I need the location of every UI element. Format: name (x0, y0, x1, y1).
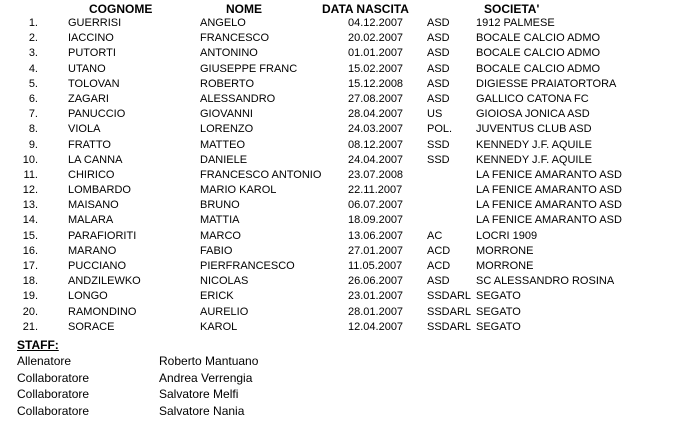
player-club: DIGIESSE PRAIATORTORA (476, 77, 617, 90)
players-table (0, 16, 696, 335)
player-number: 7. (28, 108, 38, 121)
player-surname: GUERRISI (68, 17, 122, 29)
player-birthdate: 20.02.2007 (348, 32, 404, 45)
player-club-type: ASD (427, 275, 450, 288)
player-name: LORENZO (200, 123, 254, 136)
player-club-type: POL. (427, 123, 453, 136)
player-birthdate: 11.05.2007 (348, 260, 403, 272)
player-club-type: ASD (427, 32, 450, 45)
player-birthdate: 12.04.2007 (348, 320, 404, 333)
player-number: 18. (22, 275, 38, 288)
player-number: 4. (28, 62, 38, 75)
table-row (0, 168, 696, 183)
player-name: MARIO KAROL (200, 184, 277, 197)
player-number: 5. (28, 77, 38, 90)
player-club: JUVENTUS CLUB ASD (476, 123, 592, 136)
player-club-type: AC (427, 229, 443, 242)
player-surname: PANUCCIO (68, 108, 126, 121)
player-surname: LOMBARDO (68, 184, 131, 197)
player-name: FRANCESCO ANTONIO (200, 168, 322, 181)
player-surname: PUTORTI (68, 47, 116, 60)
staff-role: Collaboratore (17, 370, 90, 385)
player-surname: MALARA (68, 214, 114, 227)
player-club-type: SSDARL (427, 290, 472, 303)
player-club: BOCALE CALCIO ADMO (476, 47, 601, 60)
player-surname: ZAGARI (68, 92, 109, 105)
table-row (0, 274, 696, 289)
player-number: 13. (22, 199, 38, 212)
player-birthdate: 23.07.2008 (348, 168, 404, 181)
player-club: SEGATO (476, 305, 521, 318)
table-row (0, 198, 696, 213)
player-club: 1912 PALMESE (476, 17, 555, 29)
table-row (0, 62, 696, 77)
player-name: ROBERTO (200, 77, 254, 90)
table-row (0, 122, 696, 137)
player-number: 3. (28, 47, 38, 60)
player-club-type: SSD (427, 153, 450, 166)
player-birthdate: 04.12.2007 (348, 17, 404, 29)
player-name: ANTONINO (200, 47, 258, 60)
player-club: LA FENICE AMARANTO ASD (476, 199, 622, 212)
player-club: KENNEDY J.F. AQUILE (476, 153, 592, 166)
player-name: PIERFRANCESCO (200, 260, 295, 272)
player-surname: UTANO (68, 62, 106, 75)
player-club: LA FENICE AMARANTO ASD (476, 214, 622, 227)
staff-name: Andrea Verrengia (159, 370, 253, 385)
player-surname: FRATTO (68, 138, 111, 151)
player-surname: MARANO (68, 244, 117, 257)
player-club: MORRONE (476, 244, 534, 257)
player-club: KENNEDY J.F. AQUILE (476, 138, 592, 151)
player-surname: ANDZILEWKO (68, 275, 141, 288)
player-name: AURELIO (200, 305, 249, 318)
player-number: 6. (28, 92, 38, 105)
player-club: LA FENICE AMARANTO ASD (476, 184, 622, 197)
player-club-type: US (427, 108, 443, 121)
staff-role: Collaboratore (17, 387, 90, 401)
player-birthdate: 27.01.2007 (348, 244, 404, 257)
table-row (0, 31, 696, 46)
player-number: 16. (22, 244, 38, 257)
staff-row (0, 370, 696, 387)
player-birthdate: 13.06.2007 (348, 229, 404, 242)
header-data-nascita: DATA NASCITA (322, 2, 409, 16)
player-birthdate: 28.04.2007 (348, 108, 404, 121)
player-club: LA FENICE AMARANTO ASD (476, 168, 622, 181)
player-number: 14. (22, 214, 38, 227)
table-row (0, 77, 696, 92)
player-surname: PARAFIORITI (68, 229, 137, 242)
player-number: 21. (22, 320, 38, 333)
player-club-type: ACD (427, 244, 451, 257)
player-number: 1. (28, 17, 38, 29)
player-surname: MAISANO (68, 199, 119, 212)
player-club-type: ACD (427, 260, 451, 272)
staff-name: Roberto Mantuano (159, 354, 259, 368)
player-name: ALESSANDRO (200, 92, 276, 105)
staff-row (0, 403, 696, 420)
player-name: BRUNO (200, 199, 240, 212)
staff-role: Collaboratore (17, 403, 90, 418)
player-birthdate: 15.12.2008 (348, 77, 404, 90)
player-club: SEGATO (476, 320, 521, 333)
player-name: FRANCESCO (200, 32, 270, 45)
player-name: FABIO (200, 244, 233, 257)
player-surname: LONGO (68, 290, 108, 303)
player-name: GIOVANNI (200, 108, 253, 121)
player-surname: IACCINO (68, 32, 114, 45)
player-club-type: SSDARL (427, 320, 472, 333)
table-row (0, 92, 696, 107)
table-row (0, 305, 696, 320)
player-number: 12. (22, 184, 38, 197)
player-surname: CHIRICO (68, 168, 115, 181)
player-number: 10. (22, 153, 38, 166)
player-club-type: ASD (427, 47, 450, 60)
staff-role: Allenatore (17, 354, 72, 368)
table-row (0, 320, 696, 335)
staff-name: Salvatore Nania (159, 403, 245, 418)
player-number: 17. (22, 260, 38, 272)
table-row (0, 107, 696, 122)
player-name: ANGELO (200, 17, 246, 29)
staff-name: Salvatore Melfi (159, 387, 239, 401)
table-row (0, 153, 696, 168)
table-row (0, 183, 696, 198)
player-birthdate: 06.07.2007 (348, 199, 404, 212)
player-number: 15. (22, 229, 38, 242)
player-club-type: ASD (427, 77, 450, 90)
staff-title: STAFF: (17, 338, 59, 352)
player-birthdate: 24.04.2007 (348, 153, 404, 166)
player-name: GIUSEPPE FRANC (200, 62, 298, 75)
player-surname: LA CANNA (68, 153, 123, 166)
table-row (0, 259, 696, 274)
player-birthdate: 26.06.2007 (348, 275, 404, 288)
header-societa: SOCIETA' (484, 2, 540, 16)
player-birthdate: 08.12.2007 (348, 138, 404, 151)
table-row (0, 16, 696, 31)
table-row (0, 229, 696, 244)
player-name: MARCO (200, 229, 241, 242)
player-name: KAROL (200, 320, 238, 333)
player-surname: VIOLA (68, 123, 101, 136)
player-surname: SORACE (68, 320, 115, 333)
player-club-type: SSDARL (427, 305, 472, 318)
player-club-type: ASD (427, 17, 450, 29)
player-club: GIOIOSA JONICA ASD (476, 108, 590, 121)
player-number: 11. (23, 168, 38, 181)
player-club: GALLICO CATONA FC (476, 92, 589, 105)
header-nome: NOME (226, 2, 262, 16)
player-number: 8. (28, 123, 38, 136)
player-number: 20. (22, 305, 38, 318)
staff-row (0, 386, 696, 403)
player-club: SEGATO (476, 290, 521, 303)
player-name: MATTEO (200, 138, 246, 151)
player-surname: TOLOVAN (68, 77, 120, 90)
player-birthdate: 28.01.2007 (348, 305, 404, 318)
player-club: BOCALE CALCIO ADMO (476, 32, 601, 45)
player-club: MORRONE (476, 260, 534, 272)
player-surname: PUCCIANO (68, 260, 127, 272)
player-birthdate: 18.09.2007 (348, 214, 404, 227)
player-birthdate: 01.01.2007 (348, 47, 404, 60)
player-surname: RAMONDINO (68, 305, 137, 318)
player-number: 19. (22, 290, 38, 303)
table-row (0, 138, 696, 153)
player-club: LOCRI 1909 (476, 229, 538, 242)
player-birthdate: 22.11.2007 (348, 184, 403, 197)
player-name: ERICK (200, 290, 234, 303)
player-birthdate: 23.01.2007 (348, 290, 404, 303)
table-row (0, 46, 696, 61)
player-club-type: SSD (427, 138, 450, 151)
player-birthdate: 15.02.2007 (348, 62, 404, 75)
staff-list (0, 353, 696, 419)
player-birthdate: 24.03.2007 (348, 123, 404, 136)
staff-row (0, 353, 696, 370)
player-birthdate: 27.08.2007 (348, 92, 404, 105)
header-cognome: COGNOME (89, 2, 153, 16)
table-row (0, 213, 696, 228)
table-row (0, 289, 696, 304)
table-row (0, 244, 696, 259)
player-club-type: ASD (427, 62, 450, 75)
player-name: NICOLAS (200, 275, 249, 288)
player-number: 2. (28, 32, 38, 45)
player-club: SC ALESSANDRO ROSINA (476, 275, 615, 288)
player-number: 9. (28, 138, 38, 151)
player-name: MATTIA (200, 214, 240, 227)
player-club-type: ASD (427, 92, 450, 105)
player-name: DANIELE (200, 153, 248, 166)
player-club: BOCALE CALCIO ADMO (476, 62, 601, 75)
